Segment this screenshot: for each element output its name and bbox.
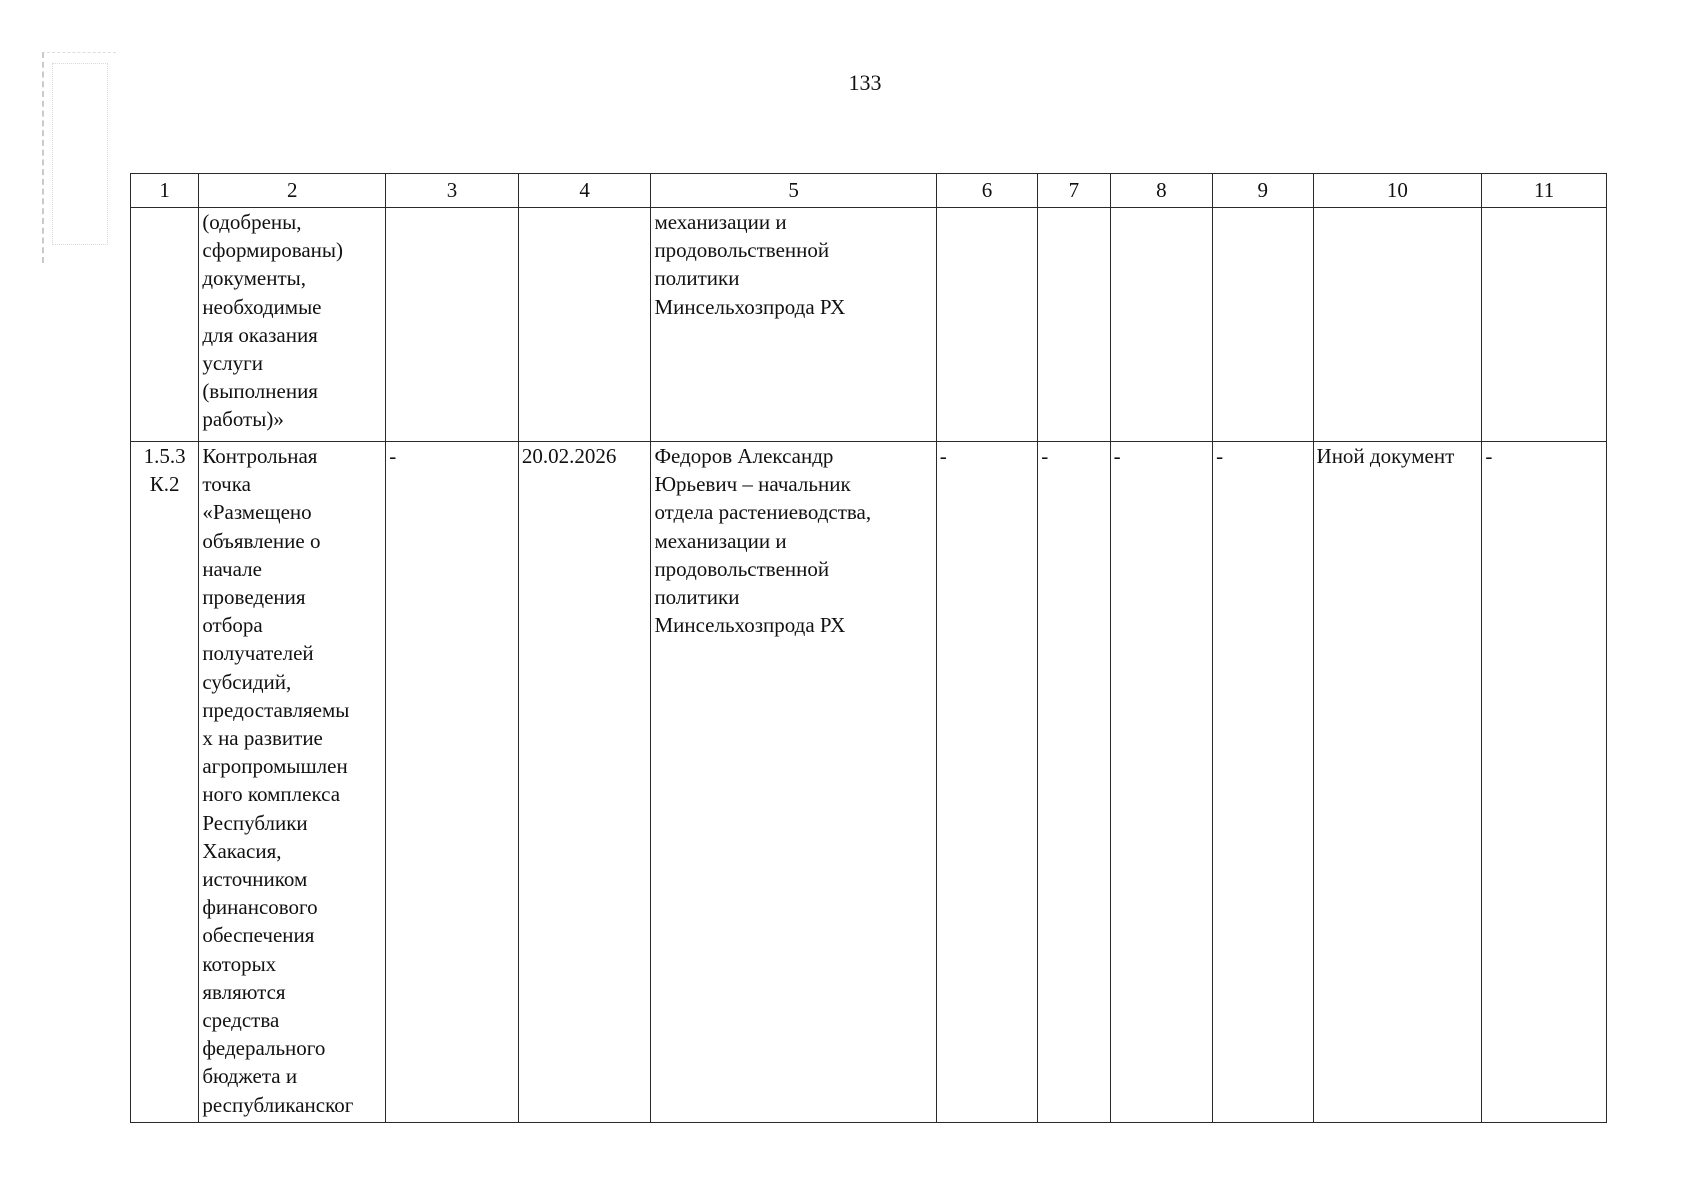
table-cell-document xyxy=(1313,208,1482,442)
table-cell: - xyxy=(1482,442,1607,1123)
table-cell-date xyxy=(518,208,651,442)
table-cell: - xyxy=(1110,442,1212,1123)
column-header: 9 xyxy=(1213,174,1313,208)
table-cell xyxy=(386,208,519,442)
table-cell xyxy=(1038,208,1110,442)
table-cell-name: Контрольная точка «Размещено объявление о начале проведения отбора получателей субсидий, предоставляемы х на развитие агропромышлен ного комплекса Республики Хакасия, источником финансового обеспечения которых являются средства федерального бюджета и республиканског xyxy=(199,442,386,1123)
column-header: 1 xyxy=(131,174,199,208)
table-cell xyxy=(1482,208,1607,442)
table-cell: - xyxy=(1213,442,1313,1123)
column-header: 8 xyxy=(1110,174,1212,208)
page-number: 133 xyxy=(848,70,882,95)
table-cell-name: (одобрены, сформированы) документы, необходимые для оказания услуги (выполнения работы)» xyxy=(199,208,386,442)
table-cell-number xyxy=(131,208,199,442)
table-header-row xyxy=(131,174,1607,208)
column-header: 10 xyxy=(1313,174,1482,208)
table-cell xyxy=(936,208,1037,442)
table-cell-responsible: механизации и продовольственной политики Минсельхозпрода РХ xyxy=(651,208,936,442)
table-cell xyxy=(1110,208,1212,442)
table-cell xyxy=(1213,208,1313,442)
column-header: 11 xyxy=(1482,174,1607,208)
table-cell-document: Иной документ xyxy=(1313,442,1482,1123)
plan-table xyxy=(130,173,1607,1123)
table-row xyxy=(131,442,1607,1123)
table-cell-date: 20.02.2026 xyxy=(518,442,651,1123)
table-cell: - xyxy=(1038,442,1110,1123)
table-row xyxy=(131,208,1607,442)
table-cell-responsible: Федоров Александр Юрьевич – начальник отдела растениеводства, механизации и продовольственной политики Минсельхозпрода РХ xyxy=(651,442,936,1123)
table-cell: - xyxy=(936,442,1037,1123)
table-cell-number: 1.5.3 К.2 xyxy=(131,442,199,1123)
column-header: 2 xyxy=(199,174,386,208)
column-header: 4 xyxy=(518,174,651,208)
column-header: 3 xyxy=(386,174,519,208)
column-header: 7 xyxy=(1038,174,1110,208)
column-header: 6 xyxy=(936,174,1037,208)
column-header: 5 xyxy=(651,174,936,208)
table-cell: - xyxy=(386,442,519,1123)
